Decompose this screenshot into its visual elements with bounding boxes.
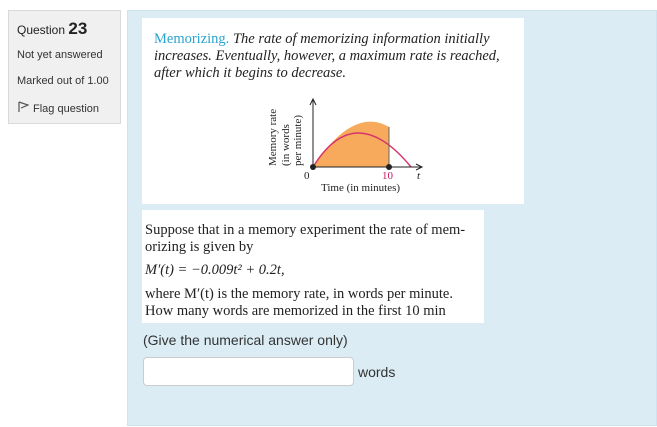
flag-question-button[interactable] — [17, 101, 112, 116]
problem-text-line3: where M′(t) is the memory rate, in words per minute. — [145, 286, 453, 302]
problem-image-question — [142, 210, 484, 323]
question-number-value: 23 — [68, 19, 88, 38]
graph-ylabel-1: Memory rate — [267, 108, 279, 166]
flag-question-label: Flag question — [33, 102, 100, 115]
problem-keyword: Memorizing. — [154, 31, 230, 47]
graph-axis-var: t — [417, 170, 421, 182]
problem-text-line4: How many words are memorized in the first 10 min — [145, 303, 446, 319]
question-state: Not yet answered — [17, 49, 103, 61]
problem-text-line2: orizing is given by — [145, 239, 254, 255]
memory-rate-graph — [255, 96, 455, 196]
graph-ylabel-3: per minute) — [292, 114, 304, 166]
question-number — [17, 19, 112, 39]
question-info-panel — [8, 10, 121, 124]
graph-ylabel-2: (in words — [280, 124, 292, 166]
problem-text-line1: Suppose that in a memory experiment the rate of mem- — [145, 222, 466, 238]
problem-intro-text — [154, 31, 519, 82]
problem-description: The rate of memorizing information initially increases. Eventually, however, a maximum rate is reached, after which it begins to decrease. — [154, 31, 500, 81]
answer-input[interactable] — [143, 357, 354, 386]
problem-image-intro — [142, 18, 524, 204]
graph-xlabel: Time (in minutes) — [321, 182, 401, 194]
answer-unit: words — [358, 364, 396, 380]
graph-tick-10: 10 — [382, 170, 393, 182]
question-grade: Marked out of 1.00 — [17, 75, 109, 87]
flag-icon — [17, 101, 29, 116]
graph-origin-label: 0 — [304, 170, 310, 182]
problem-formula: M′(t) = −0.009t² + 0.2t, — [145, 262, 285, 278]
question-label: Question — [17, 23, 66, 37]
answer-prompt: (Give the numerical answer only) — [143, 332, 348, 348]
